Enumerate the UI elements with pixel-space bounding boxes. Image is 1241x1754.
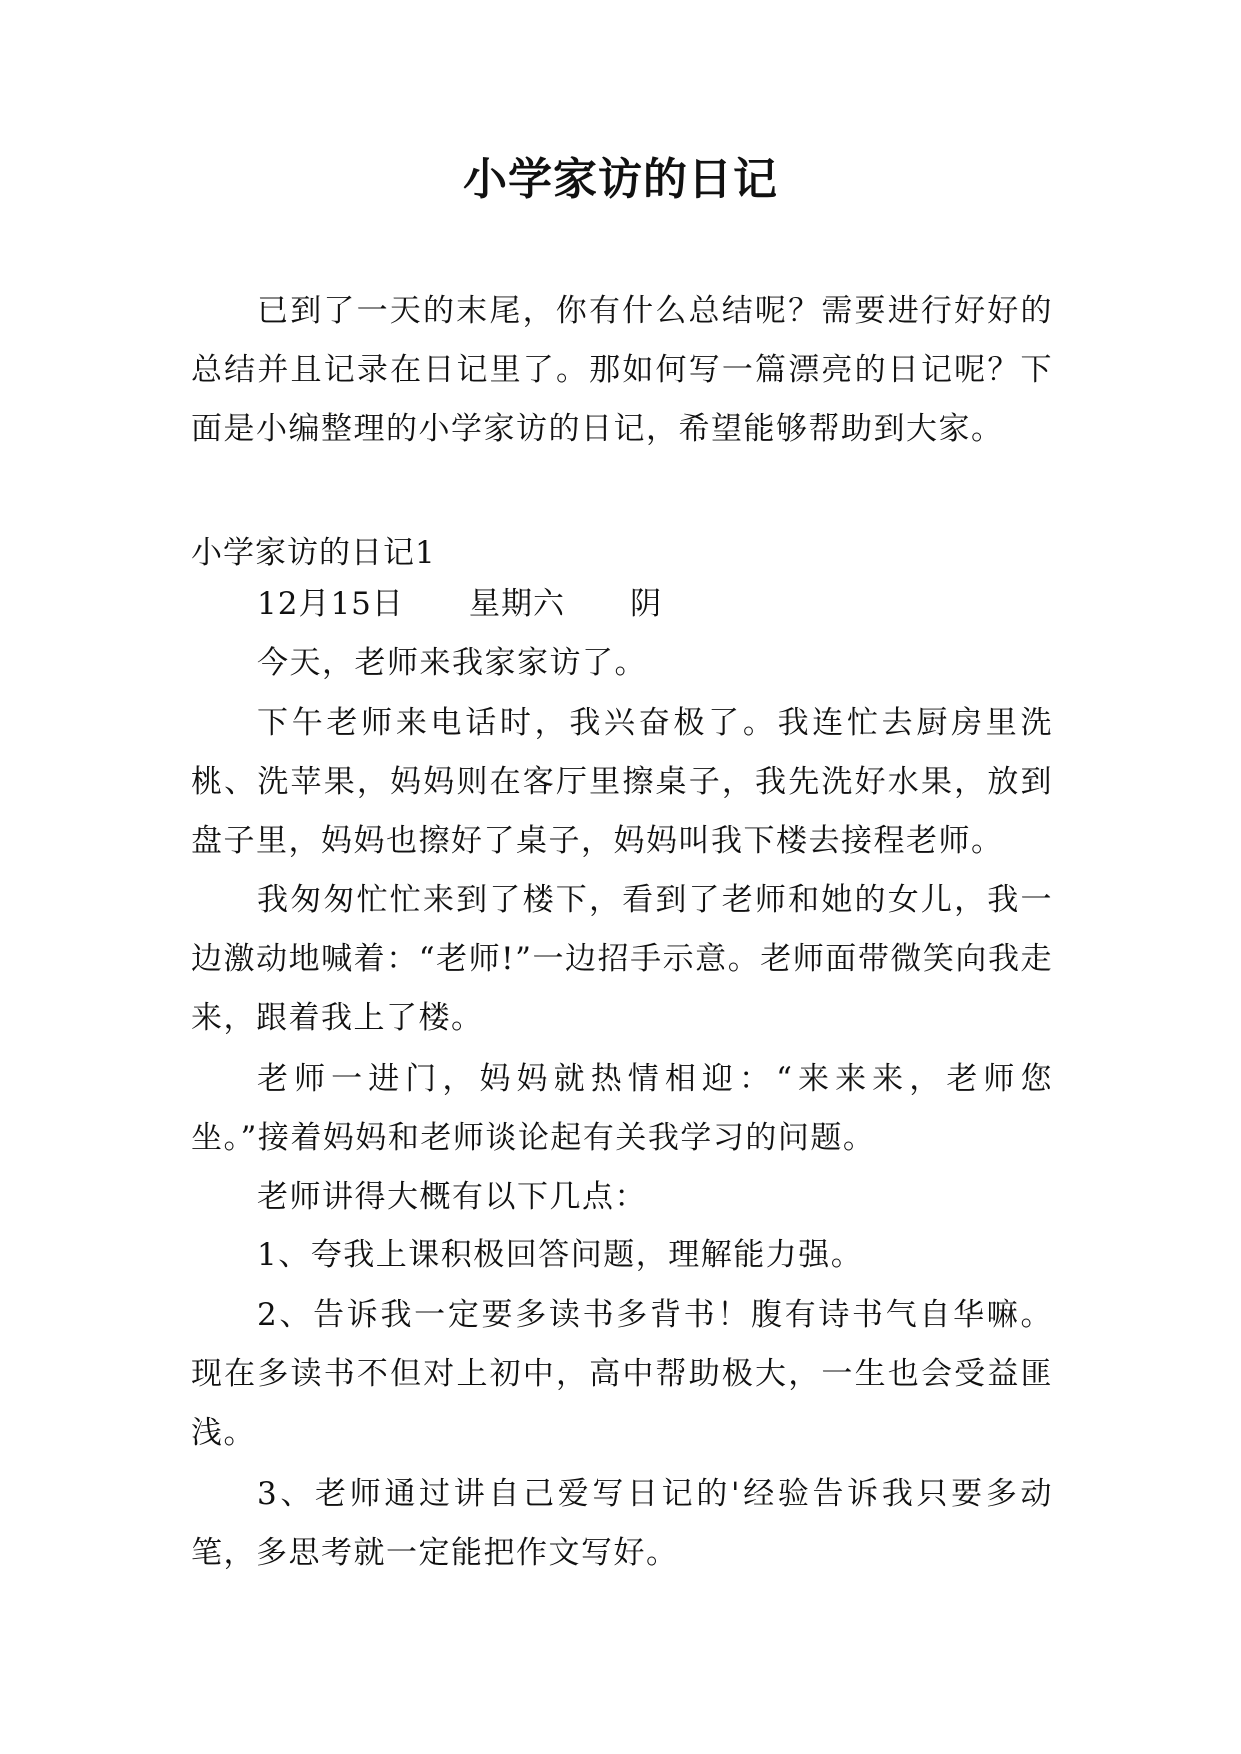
paragraph: 今天，老师来我家家访了。 xyxy=(257,645,647,681)
document-title: 小学家访的日记 xyxy=(463,154,778,205)
paragraph: 我匆匆忙忙来到了楼下，看到了老师和她的女儿，我一边激动地喊着：“老师!”一边招手示意。老师面带微笑向我走来，跟着我上了楼。 xyxy=(191,882,1053,1036)
paragraph: 下午老师来电话时，我兴奋极了。我连忙去厨房里洗桃、洗苹果，妈妈则在客厅里擦桌子，我先洗好水果，放到盘子里，妈妈也擦好了桌子，妈妈叫我下楼去接程老师。 xyxy=(191,705,1053,859)
paragraph: 老师讲得大概有以下几点： xyxy=(257,1179,647,1215)
intro-paragraph: 已到了一天的末尾，你有什么总结呢？需要进行好好的总结并且记录在日记里了。那如何写一篇漂亮的日记呢？下面是小编整理的小学家访的日记，希望能够帮助到大家。 xyxy=(191,293,1053,447)
list-item: 2、告诉我一定要多读书多背书！腹有诗书气自华嘛。现在多读书不但对上初中，高中帮助极大，一生也会受益匪浅。 xyxy=(191,1297,1053,1451)
diary-date-line: 12月15日 星期六 阴 xyxy=(257,586,663,622)
section-heading: 小学家访的日记1 xyxy=(191,535,436,571)
paragraph: 老师一进门，妈妈就热情相迎：“来来来，老师您坐。”接着妈妈和老师谈论起有关我学习的问题。 xyxy=(191,1061,1053,1156)
list-item: 1、夸我上课积极回答问题，理解能力强。 xyxy=(257,1237,864,1273)
list-item: 3、老师通过讲自己爱写日记的'经验告诉我只要多动笔，多思考就一定能把作文写好。 xyxy=(191,1476,1053,1571)
